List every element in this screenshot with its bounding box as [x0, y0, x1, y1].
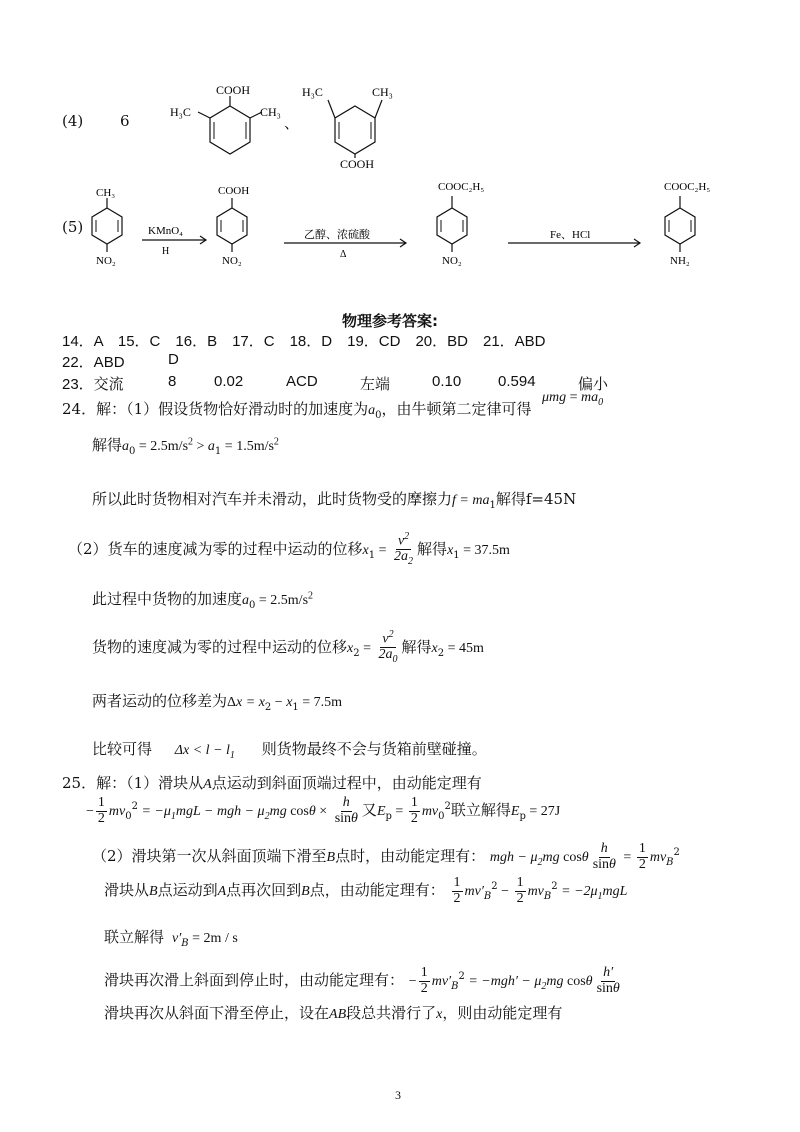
m1-right-label: CH₃ — [260, 105, 281, 119]
arrow1-top-label: KMnO₄ — [148, 225, 184, 237]
product-ethyl-p-nitrobenzoate — [416, 172, 516, 270]
q23-h: 偏小 — [578, 376, 609, 393]
part-5-label: (5) — [62, 218, 84, 236]
product-p-nitrobenzoic-acid — [204, 176, 274, 270]
r3-bottom-label: NO₂ — [442, 255, 462, 267]
arrow2-top-label: 乙醇、浓硫酸 — [304, 229, 370, 241]
r2-bottom-label: NO₂ — [222, 255, 242, 267]
page-number: 3 — [395, 1088, 401, 1102]
q25-line-5: 联立解得 $v'_B = 2m / s$ — [104, 928, 238, 949]
q23-e: 左端 — [360, 376, 391, 393]
q24-l1b-text: ，由牛顿第二定律可得 — [381, 400, 532, 418]
arrow-reduction — [506, 226, 646, 256]
arrow3-top-label: Fe、HCl — [550, 229, 591, 241]
q23-b: 8 — [168, 373, 177, 390]
q23-d: ACD — [286, 373, 318, 390]
separator: 、 — [284, 114, 300, 132]
arrow-esterification — [282, 226, 412, 262]
q24-l1-text: 24．解：（1）假设货物恰好滑动时的加速度为 — [62, 400, 369, 418]
product-ethyl-p-aminobenzoate — [650, 172, 750, 270]
q25-line-1: 25．解：（1）滑块从A点运动到斜面顶端过程中，由动能定理有 — [62, 774, 482, 792]
q24-line-1: 24．解：（1）假设货物恰好滑动时的加速度为$a_0$，由牛顿第二定律可得 — [62, 400, 532, 421]
q23-f: 0.10 — [432, 373, 462, 390]
molecule-3-5-dimethylbenzoic-acid — [300, 78, 410, 170]
r4-top-label: COOC₂H₅ — [664, 181, 711, 193]
q24-line-4: （2）货车的速度减为零的过程中运动的位移$x_1$ = $\frac{v^2}{2a_2}$ 解得$x_1 = 37.5m$ — [68, 531, 510, 568]
q24-line-7: 两者运动的位移差为$\Delta x = x_2 - x_1 = 7.5m$ — [92, 692, 343, 713]
r2-top-label: COOH — [218, 185, 250, 197]
q22-answer: 22．ABD — [62, 354, 125, 371]
molecule-2-6-dimethylbenzoic-acid — [170, 82, 290, 164]
q24-line-2: 解得$a_0 = 2.5m/s^2 > a_1 = 1.5m/s^2$ — [92, 436, 279, 457]
m2-left-label: H₃C — [302, 85, 323, 99]
eq-umg: $\mu mg = ma_0$ — [542, 390, 604, 408]
arrow2-bottom-label: Δ — [340, 249, 347, 260]
q23-c: 0.02 — [214, 373, 244, 390]
arrow-oxidation — [140, 222, 212, 258]
mc-answers-row: 14．A 15．C 16．B 17．C 18．D 19．CD 20．BD 21．ABD — [62, 333, 546, 350]
q25-line-6: 滑块再次滑上斜面到停止时，由动能定理有： − $\frac{1}{2}$ $mv'_B^2 = -mgh' - \mu_2mg$ cosθ $\frac{h'}{\sin\theta}$ — [104, 965, 620, 996]
r3-top-label: COOC₂H₅ — [438, 181, 485, 193]
arrow1-bottom-label: H — [162, 246, 170, 257]
q24-line-3: 所以此时货物相对汽车并未滑动，此时货物受的摩擦力$f = ma_1$解得f=45N — [92, 490, 577, 511]
isomer-count: 6 — [120, 112, 130, 130]
reactant-p-nitrotoluene — [82, 180, 142, 270]
part-4-label: (4) — [62, 112, 84, 130]
q23-a: 23．交流 — [62, 376, 124, 393]
m1-cooh-label: COOH — [216, 83, 251, 97]
m2-right-label: CH₃ — [372, 85, 393, 99]
q24-line-5: 此过程中货物的加速度$a_0 = 2.5m/s^2$ — [92, 590, 314, 611]
q22-answer-b: D — [168, 351, 179, 368]
r1-top-label: CH₃ — [96, 187, 116, 199]
q23-g: 0.594 — [498, 373, 536, 390]
q24-line-8: 比较可得 $\Delta x < l - l_1$ 则货物最终不会与货箱前壁碰撞。 — [92, 740, 487, 761]
r1-bottom-label: NO₂ — [96, 255, 116, 267]
m1-left-label: H₃C — [170, 105, 191, 119]
q24-line-6: 货物的速度减为零的过程中运动的位移$x_2$ = $\frac{v^2}{2a_0}$ 解得$x_2 = 45m$ — [92, 629, 484, 666]
q25-line-2: − $\frac{1}{2}$ $mv_0^2 = -\mu_1mgL$ − mgh − $\mu_2mg$ cosθ × $\frac{h}{\sin\theta}$ 又$E_p$ = $\frac{1}{2}$ $mv_0^2$联立解得$E_p = 27J$ — [86, 795, 561, 826]
physics-heading: 物理参考答案: — [342, 312, 438, 330]
q25-line-4: 滑块从B点运动到A点再次回到B点，由动能定理有： $\frac{1}{2}$ $mv'_B^2$ − $\frac{1}{2}$ $mv_B^2 = -2\mu_1mgL$ — [104, 875, 628, 906]
q25-line-7: 滑块再次从斜面下滑至停止，设在AB段总共滑行了x，则由动能定理有 — [104, 1004, 563, 1022]
q25-line-3: （2）滑块第一次从斜面顶端下滑至B点时，由动能定理有： mgh − $\mu_2mg$ cosθ $\frac{h}{\sin\theta}$ = $\frac{1}{2}$ $mv_B^2$ — [92, 841, 680, 872]
r4-bottom-label: NH₂ — [670, 255, 690, 267]
m2-cooh-label: COOH — [340, 157, 375, 170]
